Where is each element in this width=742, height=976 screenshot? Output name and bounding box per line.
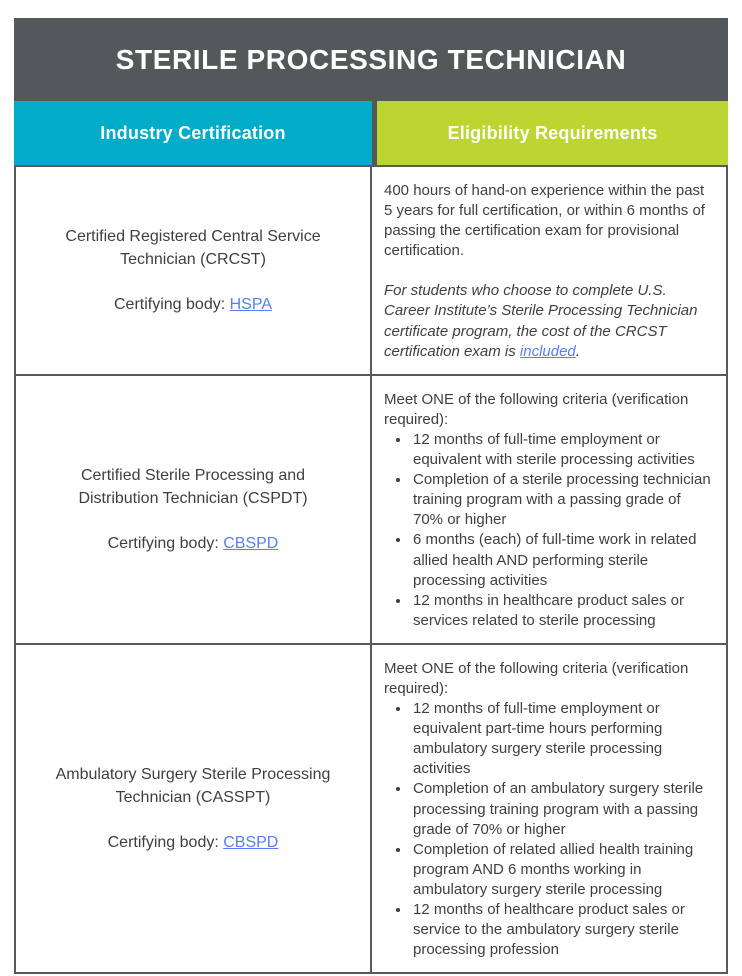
eligibility-intro: Meet ONE of the following criteria (verification required): — [384, 390, 689, 428]
eligibility-cell-cspdt — [372, 376, 726, 643]
table-row-crcst — [16, 167, 726, 376]
certifying-body-link-cbspd[interactable]: CBSPD — [223, 534, 279, 552]
column-header-eligibility-label: Eligibility Requirements — [447, 122, 658, 143]
eligibility-bullet-list — [384, 430, 712, 631]
bullet-item: • 6 months (each) of full-time work in related allied health AND performing sterile processing activities — [411, 530, 712, 590]
bullet-item: • Completion of a sterile processing technician training program with a passing grade of 70% or higher — [411, 470, 712, 530]
table-row-casspt — [16, 645, 726, 972]
certifying-body-link-cbspd[interactable]: CBSPD — [223, 834, 279, 852]
eligibility-intro: Meet ONE of the following criteria (verification required): — [384, 659, 689, 697]
certification-name: Certified Registered Central Service Technician (CRCST) — [65, 227, 321, 268]
certification-cell-cspdt — [16, 376, 372, 643]
title-band — [14, 18, 728, 101]
certification-name: Certified Sterile Processing and Distribution Technician (CSPDT) — [78, 466, 308, 507]
column-header-industry-label: Industry Certification — [100, 122, 286, 143]
certifying-body-link-hspa[interactable]: HSPA — [229, 295, 272, 313]
bullet-item: • 12 months of healthcare product sales or service to the ambulatory surgery sterile processing profession — [411, 900, 712, 960]
bullet-item: • Completion of related allied health training program AND 6 months working in ambulatory surgery sterile processing — [411, 840, 712, 900]
certifying-body-line — [114, 293, 272, 316]
bullet-item: • Completion of an ambulatory surgery sterile processing training program with a passing grade of 70% or higher — [411, 779, 712, 839]
included-link[interactable]: included — [519, 342, 576, 360]
column-header-eligibility-requirements — [377, 101, 728, 165]
column-header-industry-certification — [14, 101, 372, 165]
table-row-cspdt — [16, 376, 726, 645]
eligibility-note — [384, 281, 712, 361]
bullet-item: • 12 months of full-time employment or equivalent part-time hours performing ambulatory surgery sterile processing activities — [411, 699, 712, 779]
certifying-body-label: Certifying body: — [107, 534, 224, 552]
certifying-body-line — [108, 532, 279, 555]
certification-table — [14, 18, 728, 974]
certification-name: Ambulatory Surgery Sterile Processing Technician (CASSPT) — [55, 765, 331, 806]
eligibility-bullet-list — [384, 699, 712, 960]
certification-cell-crcst — [16, 167, 372, 374]
certification-cell-casspt — [16, 645, 372, 972]
bullet-item: • 12 months in healthcare product sales or services related to sterile processing — [411, 591, 712, 631]
column-headers — [14, 101, 728, 165]
certifying-body-label: Certifying body: — [107, 834, 224, 852]
certifying-body-label: Certifying body: — [114, 295, 230, 313]
note-text-before-link: For students who choose to complete U.S. Career Institute’s Sterile Processing Technician certificate program, the cost of the CRCST certification exam is — [384, 282, 698, 360]
eligibility-cell-crcst — [372, 167, 726, 374]
certifying-body-line — [108, 831, 279, 854]
eligibility-cell-casspt — [372, 645, 726, 972]
bullet-item: • 12 months of full-time employment or equivalent with sterile processing activities — [411, 430, 712, 470]
table-body — [14, 165, 728, 974]
eligibility-paragraph: 400 hours of hand-on experience within the past 5 years for full certification, or within 6 months of passing the certification exam for provisional certification. — [384, 182, 705, 260]
note-text-after-link: . — [575, 342, 580, 360]
page-title: STERILE PROCESSING TECHNICIAN — [115, 43, 627, 75]
